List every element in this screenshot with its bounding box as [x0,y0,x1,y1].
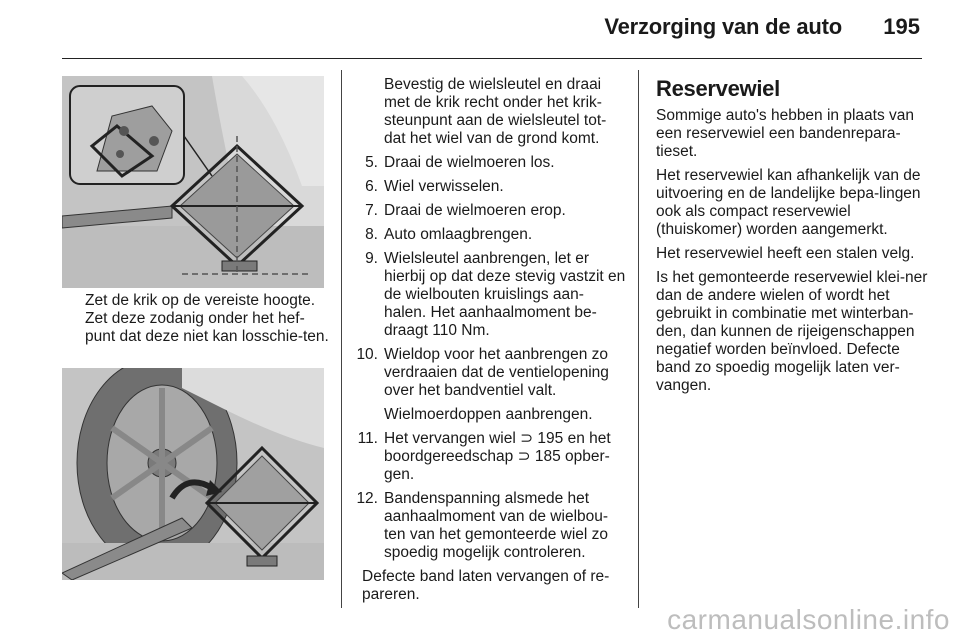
step-text: Wiel verwisselen. [384,178,504,195]
jack-positioning-figure [62,76,324,288]
paragraph: Het reservewiel kan afhankelijk van de uitvoering en de landelijke bepa-lingen ook als compact reservewiel (thuiskomer) worden aangemerkt. [656,167,921,238]
list-item [352,202,626,220]
paragraph: Het reservewiel heeft een stalen velg. [656,245,915,262]
list-item-intro [352,76,626,148]
step-number: 8. [365,226,378,243]
jack-raising-figure [62,368,324,580]
step-subtext: Wielmoerdoppen aanbrengen. [384,406,593,423]
step-number: 10. [356,346,378,363]
step-number: 6. [365,178,378,195]
paragraph: Is het gemonteerde reservewiel klei-ner dan de andere wielen of wordt het gebruikt in combinatie met winterban-den, dan kunnen de rijeigenschappen negatief worden beïnvloed. Defecte band zo spoedig mogelijk laten ver-vangen. [656,269,928,394]
step-number: 11. [357,430,378,447]
step-text: Het vervangen wiel ⊃ 195 en het boordgereedschap ⊃ 185 opber-gen. [384,430,611,483]
paragraph: Sommige auto's hebben in plaats van een reservewiel een bandenrepara-tieset. [656,107,915,160]
list-item [352,178,626,196]
header-divider [62,58,922,59]
step-number: 9. [365,250,378,267]
list-item [352,346,626,424]
step-number: 7. [365,202,378,219]
list-item [352,226,626,244]
instruction-list [352,76,626,610]
column-divider-left [341,70,342,608]
list-item [352,430,626,484]
step-text: Draai de wielmoeren los. [384,154,555,171]
step-text: Wieldop voor het aanbrengen zo verdraaien dat de ventielopening over het bandventiel valt. [384,346,609,399]
figure-caption: Zet de krik op de vereiste hoogte. Zet deze zodanig onder het hef-punt dat deze niet kan losschie-ten. [85,292,329,345]
jack-positioning-illustration [62,76,324,288]
list-item [352,250,626,340]
page-number: 195 [883,14,920,39]
step-text: Wielsleutel aanbrengen, let er hierbij op dat deze stevig vastzit en de wielbouten kruislings aan-halen. Het aanhaalmoment be-draagt 110 Nm. [384,250,626,339]
list-item [352,154,626,172]
list-item [352,490,626,562]
step-number: 12. [356,490,378,507]
section-heading: Reservewiel [656,76,780,101]
step-number: 5. [365,154,378,171]
step-text: Auto omlaagbrengen. [384,226,533,243]
intro-text: Bevestig de wielsleutel en draai met de krik recht onder het krik-steunpunt aan de wielsleutel tot-dat het wiel van de grond komt. [384,76,607,147]
watermark: carmanualsonline.info [667,604,950,635]
step-text: Draai de wielmoeren erop. [384,202,566,219]
step-text: Bandenspanning alsmede het aanhaalmoment van de wielbou-ten van het gemonteerde wiel zo spoedig mogelijk controleren. [384,490,609,561]
jack-raising-illustration [62,368,324,580]
column-divider-right [638,70,639,608]
reservewiel-section [656,107,928,401]
closing-note: Defecte band laten vervangen of re-pareren. [362,568,610,603]
header-title: Verzorging van de auto [604,14,842,39]
